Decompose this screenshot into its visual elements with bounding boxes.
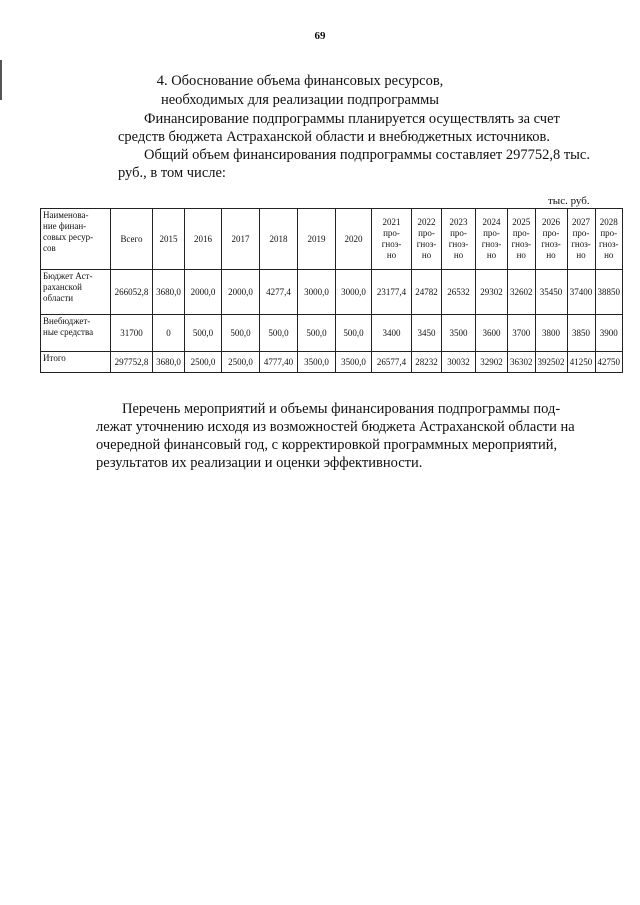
forecast-label: но (421, 250, 432, 260)
forecast-year: 2026 (542, 217, 560, 227)
value-cell: 3850 (567, 315, 595, 352)
value-cell: 392502 (535, 352, 567, 373)
row-name-cell (41, 352, 111, 373)
value-cell: 3000,0 (298, 270, 336, 315)
scan-edge-mark (0, 60, 2, 100)
forecast-label: гноз- (481, 239, 502, 249)
forecast-label: гноз- (541, 239, 561, 249)
forecast-label: гноз- (571, 239, 591, 249)
value-cell: 38850 (595, 270, 623, 315)
value-cell: 500,0 (185, 315, 222, 352)
row-name-line: области (43, 293, 74, 303)
value-cell: 0 (153, 315, 185, 352)
header-year-cell: 2016 (185, 209, 222, 270)
value-cell: 30032 (442, 352, 476, 373)
paragraph-line: лежат уточнению исходя из возможностей бюджета Астраханской области на (96, 419, 575, 435)
forecast-label: гноз- (598, 239, 619, 249)
value-cell: 3450 (412, 315, 442, 352)
forecast-label: про- (572, 228, 590, 238)
value-cell: 500,0 (260, 315, 298, 352)
forecast-year: 2023 (449, 217, 468, 227)
header-forecast-cell (508, 209, 536, 270)
value-cell: 3900 (595, 315, 623, 352)
row-name-cell (41, 315, 111, 352)
value-cell: 26532 (442, 270, 476, 315)
paragraph-financing-sources (118, 110, 598, 146)
paragraph-line: Финансирование подпрограммы планируется осуществлять за счет (144, 111, 560, 127)
table-row (41, 315, 623, 352)
row-name-line: раханской (43, 282, 82, 292)
value-cell: 31700 (111, 315, 153, 352)
forecast-label: про- (512, 228, 530, 238)
value-cell: 3500,0 (298, 352, 336, 373)
header-name-line: сов (43, 243, 56, 253)
value-cell: 41250 (567, 352, 595, 373)
value-cell: 266052,8 (111, 270, 153, 315)
value-cell: 3400 (372, 315, 412, 352)
paragraph-line: очередной финансовый год, с корректировкой программных мероприятий, (96, 437, 558, 453)
value-cell: 2000,0 (185, 270, 222, 315)
value-cell: 23177,4 (372, 270, 412, 315)
page-number: 69 (314, 30, 326, 42)
header-year-cell: 2019 (298, 209, 336, 270)
header-total-cell: Всего (111, 209, 153, 270)
value-cell: 42750 (595, 352, 623, 373)
row-name-line: Внебюджет- (43, 316, 91, 326)
header-forecast-cell (595, 209, 623, 270)
value-cell: 3700 (508, 315, 536, 352)
header-forecast-cell (535, 209, 567, 270)
forecast-label: но (546, 250, 556, 260)
table-row-total (41, 352, 623, 373)
forecast-year: 2021 (382, 217, 401, 227)
paragraph-line: Общий объем финансирования подпрограммы составляет 297752,8 тыс. (144, 147, 590, 163)
header-forecast-cell (442, 209, 476, 270)
paragraph-line: Перечень мероприятий и объемы финансирования подпрограммы под- (122, 401, 561, 417)
value-cell: 500,0 (298, 315, 336, 352)
forecast-label: но (386, 250, 397, 260)
value-cell: 2000,0 (222, 270, 260, 315)
forecast-label: но (576, 250, 586, 260)
forecast-label: про- (383, 228, 400, 238)
header-forecast-cell (567, 209, 595, 270)
paragraph-line: руб., в том числе: (118, 165, 226, 181)
paragraph-line: средств бюджета Астраханской области и внебюджетных источников. (118, 129, 551, 145)
value-cell: 4777,40 (260, 352, 298, 373)
value-cell: 24782 (412, 270, 442, 315)
units-label: тыс. руб. (548, 195, 590, 207)
header-year-cell: 2017 (222, 209, 260, 270)
value-cell: 2500,0 (222, 352, 260, 373)
forecast-label: гноз- (511, 239, 532, 249)
value-cell: 28232 (412, 352, 442, 373)
value-cell: 26577,4 (372, 352, 412, 373)
value-cell: 4277,4 (260, 270, 298, 315)
forecast-label: но (516, 250, 526, 260)
forecast-label: гноз- (416, 239, 437, 249)
forecast-label: но (604, 250, 614, 260)
forecast-label: про- (450, 228, 467, 238)
forecast-label: но (486, 250, 497, 260)
financing-table (40, 208, 623, 373)
forecast-label: гноз- (448, 239, 469, 249)
forecast-year: 2028 (599, 217, 618, 227)
section-heading (100, 72, 500, 110)
header-forecast-cell (412, 209, 442, 270)
header-forecast-cell (476, 209, 508, 270)
forecast-year: 2027 (572, 217, 590, 227)
row-name-line: Бюджет Аст- (43, 271, 93, 281)
row-name-line: ные средства (43, 327, 94, 337)
header-forecast-cell (372, 209, 412, 270)
value-cell: 2500,0 (185, 352, 222, 373)
value-cell: 297752,8 (111, 352, 153, 373)
value-cell: 3800 (535, 315, 567, 352)
table-header-row (41, 209, 623, 270)
value-cell: 3500,0 (336, 352, 372, 373)
forecast-label: гноз- (381, 239, 402, 249)
value-cell: 36302 (508, 352, 536, 373)
header-year-cell: 2015 (153, 209, 185, 270)
header-year-cell: 2020 (336, 209, 372, 270)
forecast-year: 2024 (482, 217, 501, 227)
paragraph-activities-list (96, 400, 598, 472)
value-cell: 37400 (567, 270, 595, 315)
forecast-label: про- (542, 228, 560, 238)
header-name-line: Наименова- (43, 210, 89, 220)
header-name-line: ние финан- (43, 221, 87, 231)
header-year-cell: 2018 (260, 209, 298, 270)
heading-line-2: необходимых для реализации подпрограммы (160, 92, 440, 108)
paragraph-line: результатов их реализации и оценки эффективности. (96, 455, 423, 471)
forecast-label: но (453, 250, 464, 260)
row-name-line: Итого (43, 353, 66, 363)
value-cell: 3500 (442, 315, 476, 352)
value-cell: 32902 (476, 352, 508, 373)
value-cell: 3000,0 (336, 270, 372, 315)
value-cell: 500,0 (222, 315, 260, 352)
heading-line-1: 4. Обоснование объема финансовых ресурсов, (156, 73, 444, 89)
forecast-label: про- (418, 228, 435, 238)
forecast-year: 2025 (512, 217, 531, 227)
paragraph-total-volume (118, 146, 598, 182)
value-cell: 35450 (535, 270, 567, 315)
table-row (41, 270, 623, 315)
value-cell: 500,0 (336, 315, 372, 352)
forecast-label: про- (483, 228, 500, 238)
value-cell: 29302 (476, 270, 508, 315)
forecast-label: про- (600, 228, 618, 238)
header-name-cell (41, 209, 111, 270)
row-name-cell (41, 270, 111, 315)
forecast-year: 2022 (417, 217, 436, 227)
value-cell: 3680,0 (153, 352, 185, 373)
value-cell: 3600 (476, 315, 508, 352)
value-cell: 3680,0 (153, 270, 185, 315)
value-cell: 32602 (508, 270, 536, 315)
header-name-line: совых ресур- (43, 232, 94, 242)
